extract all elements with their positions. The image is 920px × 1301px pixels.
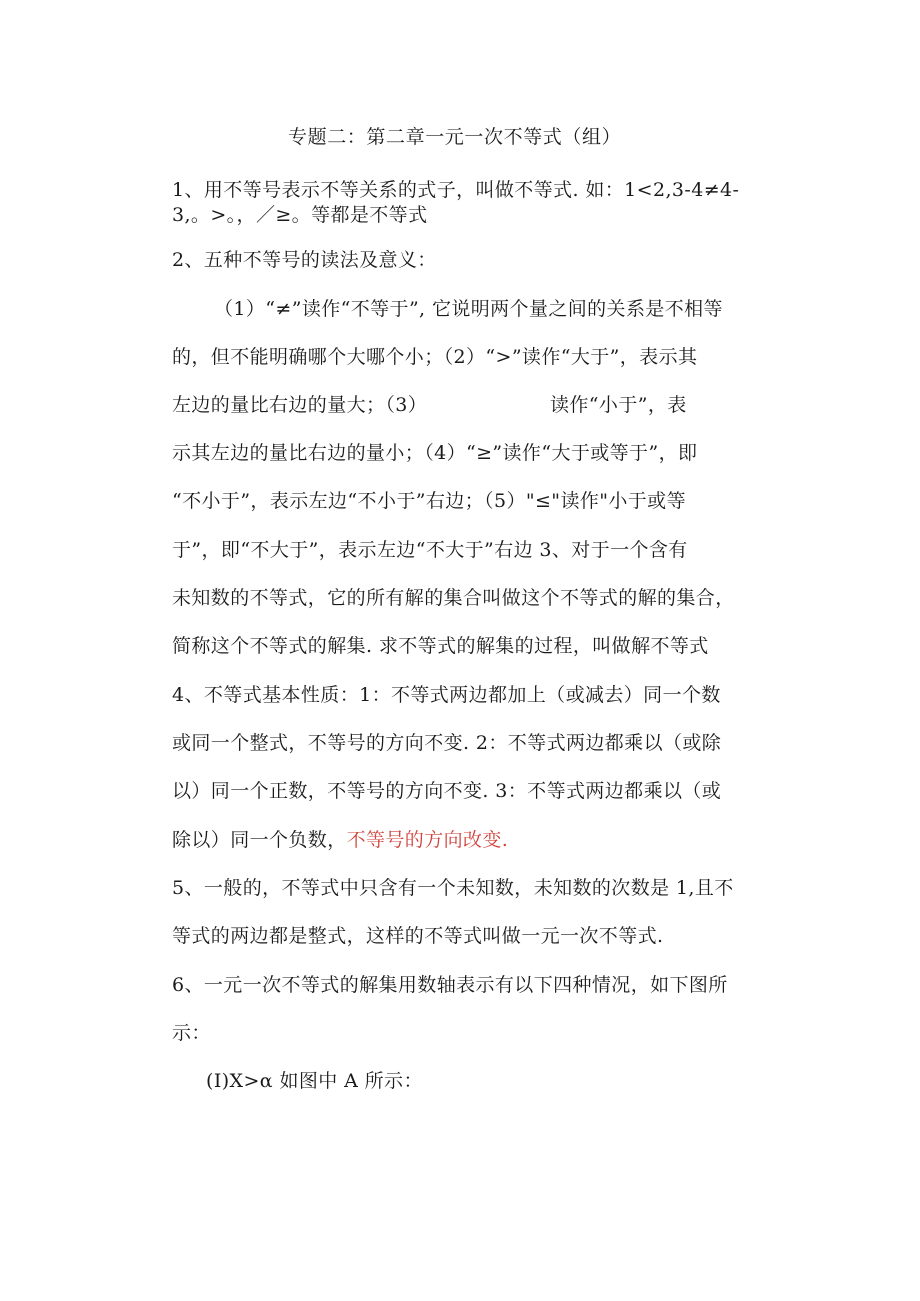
paragraph-line: 的，但不能明确哪个大哪个小；（2）“>”读作“大于”，表示其 xyxy=(172,346,698,368)
paragraph-line: 于”，即“不大于”，表示左边“不大于”右边 3、对于一个含有 xyxy=(172,539,688,561)
paragraph-line: 6、一元一次不等式的解集用数轴表示有以下四种情况，如下图所 xyxy=(172,974,728,996)
paragraph-line: 读作“小于”，表 xyxy=(550,394,687,416)
paragraph-line: 4、不等式基本性质：1：不等式两边都加上（或减去）同一个数 xyxy=(172,684,721,706)
paragraph-line: 5、一般的，不等式中只含有一个未知数，未知数的次数是 1,且不 xyxy=(172,877,734,899)
page-title: 专题二：第二章一元一次不等式（组） xyxy=(288,126,622,148)
paragraph-line: 未知数的不等式，它的所有解的集合叫做这个不等式的解的集合， xyxy=(172,587,735,609)
paragraph-line: 3,。>。，／≥。等都是不等式 xyxy=(172,204,428,226)
paragraph-line: 2、五种不等号的读法及意义： xyxy=(172,249,437,271)
paragraph-line: （1）“≠”读作“不等于”, 它说明两个量之间的关系是不相等 xyxy=(214,298,723,320)
paragraph-line xyxy=(172,828,508,852)
paragraph-text: 除以）同一个负数， xyxy=(172,829,347,851)
highlighted-text: 不等号的方向改变. xyxy=(346,829,509,851)
paragraph-line: 示： xyxy=(172,1022,211,1044)
paragraph-line: 1、用不等号表示不等关系的式子，叫做不等式. 如：1<2,3-4≠4- xyxy=(172,179,740,201)
paragraph-line: 或同一个整式，不等号的方向不变. 2：不等式两边都乘以（或除 xyxy=(172,732,722,754)
paragraph-line: 简称这个不等式的解集. 求不等式的解集的过程，叫做解不等式 xyxy=(172,635,709,657)
paragraph-line: “不小于”，表示左边“不小于”右边；（5）"≤"读作"小于或等 xyxy=(172,490,686,512)
paragraph-line: 示其左边的量比右边的量小；（4）“≥”读作“大于或等于”，即 xyxy=(172,442,698,464)
paragraph-line: 以）同一个正数，不等号的方向不变. 3：不等式两边都乘以（或 xyxy=(172,780,722,802)
paragraph-line: (I)X>α 如图中 A 所示： xyxy=(206,1070,423,1092)
paragraph-line: 等式的两边都是整式，这样的不等式叫做一元一次不等式. xyxy=(172,925,664,947)
paragraph-line: 左边的量比右边的量大；（3） xyxy=(172,394,428,416)
